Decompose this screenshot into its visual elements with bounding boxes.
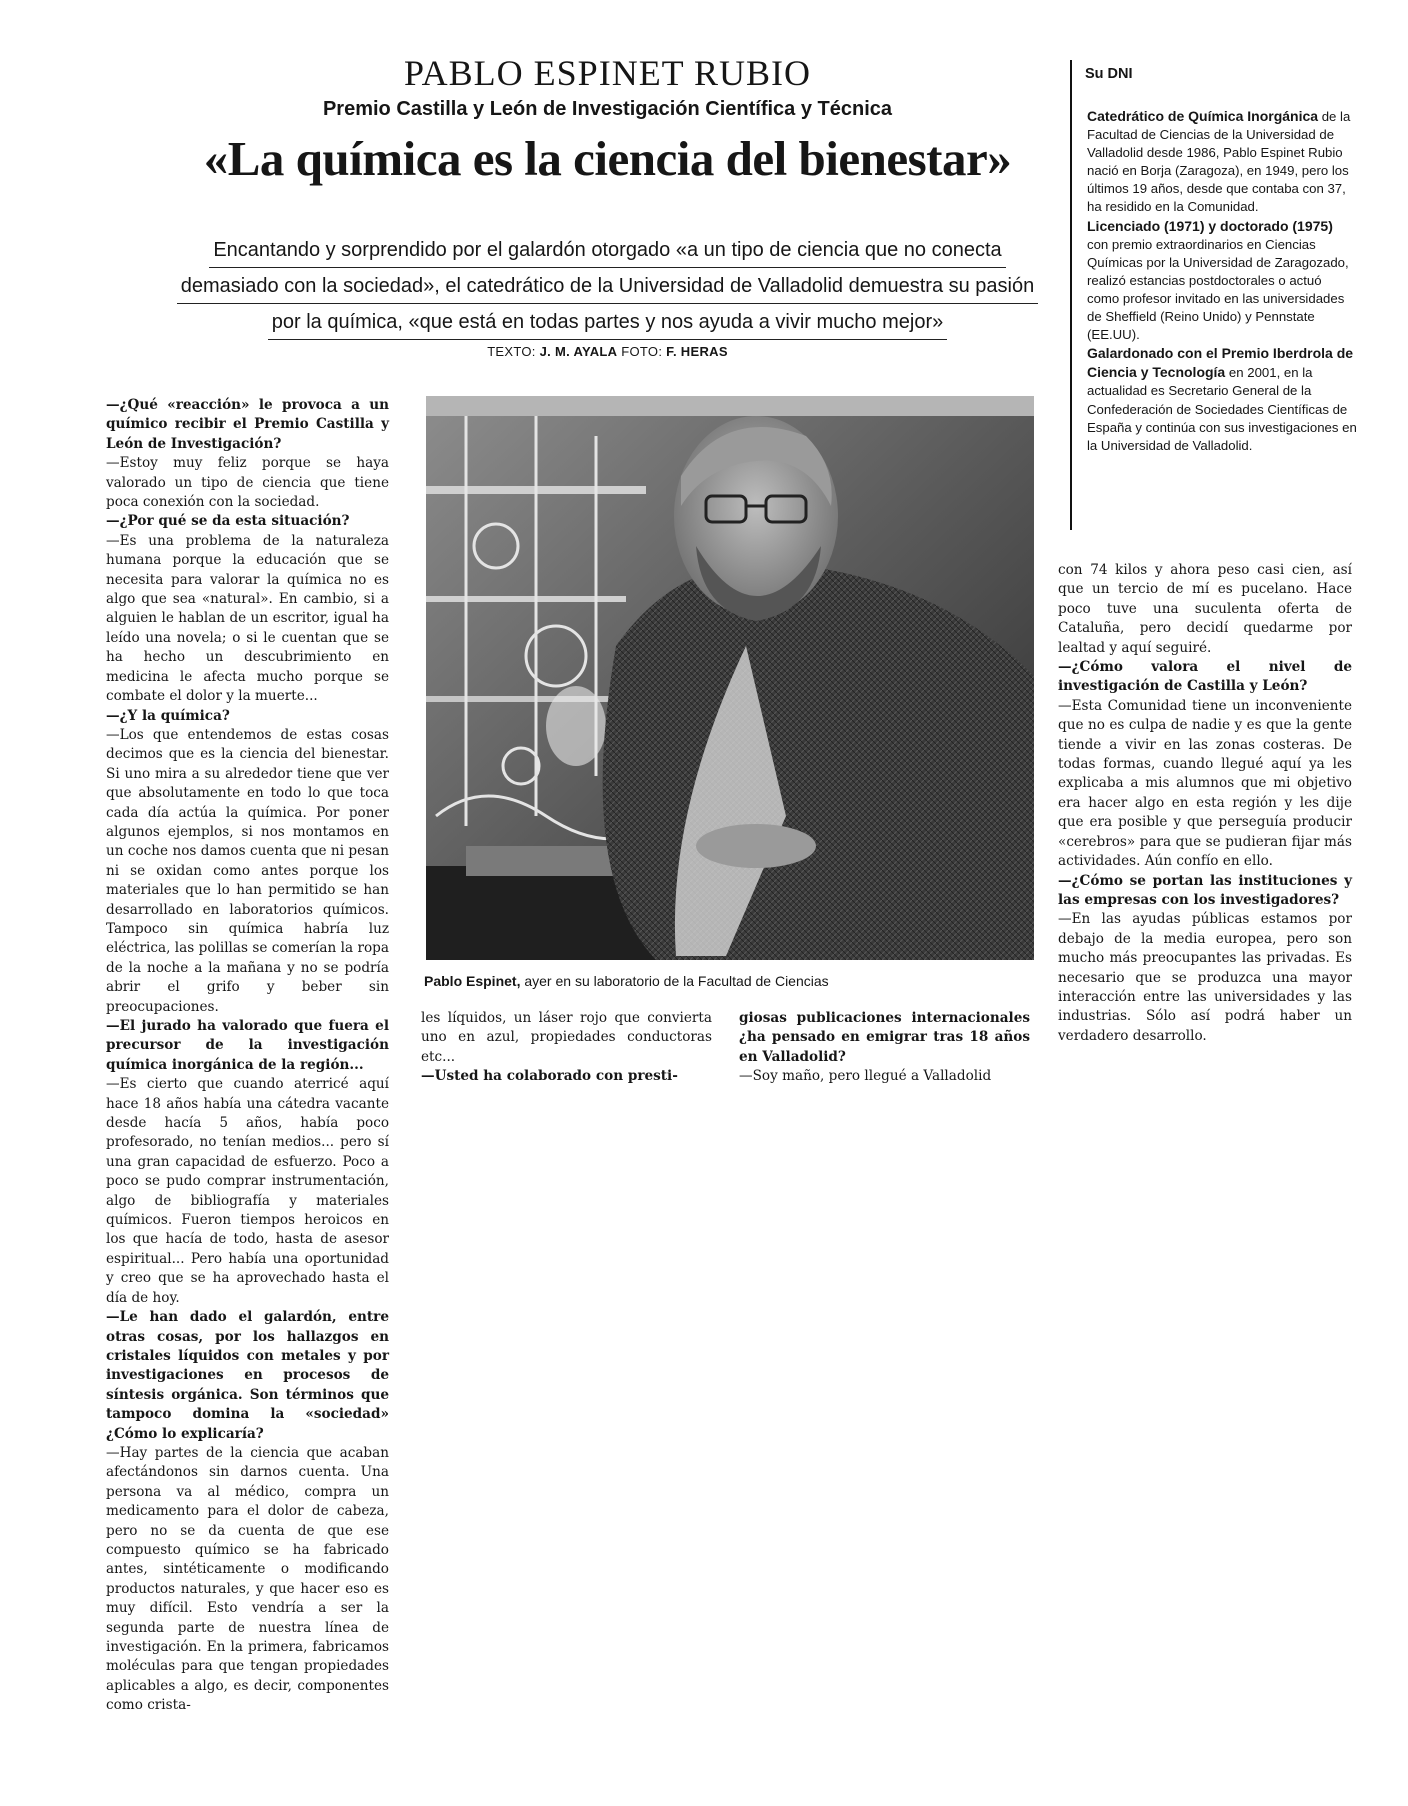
question: —¿Cómo valora el nivel de investigación de Castilla y León?: [1058, 659, 1352, 695]
sidebar-paragraph: [1087, 107, 1357, 217]
sidebar-rule: [1070, 60, 1072, 530]
article-column-4: [1058, 561, 1352, 1046]
intro-line: Encantando y sorprendido por el galardón otorgado «a un tipo de ciencia que no conecta: [209, 234, 1005, 268]
sidebar-lead: Catedrático de Química Inorgánica: [1087, 108, 1319, 124]
intro-line: demasiado con la sociedad», el catedrático de la Universidad de Valladolid demuestra su pasión: [177, 270, 1039, 304]
answer: les líquidos, un láser rojo que convierta uno en azul, propiedades conductoras etc...: [421, 1010, 712, 1065]
sidebar-label: Su DNI: [1085, 66, 1133, 82]
caption-text: ayer en su laboratorio de la Facultad de Ciencias: [520, 973, 829, 989]
answer: —Estoy muy feliz porque se haya valorado un tipo de ciencia que tiene poca conexión con la sociedad.: [106, 455, 389, 511]
sidebar-lead: Licenciado (1971) y doctorado (1975): [1087, 217, 1333, 234]
byline-text-author: J. M. AYALA: [539, 344, 618, 359]
sidebar-body: [1087, 107, 1357, 455]
sidebar-text: de la Facultad de Ciencias de la Universidad de Valladolid desde 1986, Pablo Espinet Rubio nació en Borja (Zaragoza), en 1949, pero los últimos 19 años, desde que contaba con 37, ha residido en la Comunidad.: [1087, 109, 1351, 215]
sidebar-text: en 2001, en la actualidad es Secretario General de la Confederación de Sociedades Científicas de España y continúa con sus investigaciones en la Universidad de Valladolid.: [1087, 365, 1357, 453]
byline-photo-label: FOTO:: [621, 344, 663, 359]
question: —¿Qué «reacción» le provoca a un químico recibir el Premio Castilla y León de Investigación?: [106, 397, 389, 452]
subkicker: Premio Castilla y León de Investigación Científica y Técnica: [322, 98, 893, 120]
byline-photo-author: F. HERAS: [666, 344, 728, 359]
question: —Le han dado el galardón, entre otras cosas, por los hallazgos en cristales líquidos con metales y por investigaciones en procesos de síntesis orgánica. Son términos que tampoco domina la «sociedad» ¿Cómo lo explicaría?: [106, 1309, 389, 1442]
photo-caption: [424, 973, 1034, 989]
byline: [150, 344, 1065, 359]
answer: —Esta Comunidad tiene un inconveniente que no es culpa de nadie y es que la gente tiende a vivir en las zonas costeras. De todas formas, cuando llegué aquí ya les explicaba a mis alumnos que mi objetivo era hacer algo en esta región y les dije que era posible y que perseguía producir «cerebros» para que se pudieran fijar más actividades. Aún confío en ello.: [1058, 697, 1352, 870]
article-column-1: [106, 396, 389, 1716]
answer: —Es cierto que cuando aterricé aquí hace 18 años había una cátedra vacante desde hacía 5 años, había poco profesorado, no tenían medios... pero sí una gran capacidad de esfuerzo. Poco a poco se pudo comprar instrumentación, algo de bibliografía y materiales químicos. Fueron tiempos heroicos en los que hacía de todo, hasta de asesor espiritual... Pero había una oportunidad y creo que se ha aprovechado hasta el día de hoy.: [106, 1076, 389, 1306]
question: —¿Y la química?: [106, 707, 230, 724]
answer: —Soy maño, pero llegué a Valladolid: [739, 1068, 992, 1085]
sidebar-paragraph: [1087, 217, 1357, 345]
answer: —En las ayudas públicas estamos por debajo de la media europea, pero son mucho más preocupantes las privadas. Es necesario que se produzca una mayor interacción entre las universidades y las industrias. Sólo así podrá haber un verdadero desarrollo.: [1058, 911, 1352, 1044]
article-column-2: [421, 1009, 712, 1087]
article-column-3: [739, 1009, 1030, 1087]
headline: «La química es la ciencia del bienestar»: [203, 131, 1012, 186]
portrait-photo-icon: [426, 396, 1034, 960]
sidebar-lead: Galardonado con el Premio Iberdrola de Ciencia y Tecnología: [1087, 345, 1354, 381]
question: —¿Cómo se portan las instituciones y las empresas con los investigadores?: [1058, 872, 1352, 908]
sidebar-text: con premio extraordinarios en Ciencias Químicas por la Universidad de Zaragozado, realizó estancias postdoctorales o actuó como profesor invitado en las universidades de Sheffield (Reino Unido) y Pennstate (EE.UU).: [1087, 236, 1349, 343]
answer: —Los que entendemos de estas cosas decimos que es la ciencia del bienestar. Si uno mira a su alrededor tiene que ver que absolutamente en todo lo que toca cada día actúa la química. Por poner algunos ejemplos, si nos montamos en un coche nos damos cuenta que ni pesan ni se oxidan como antes porque los materiales que lo han permitido se han desarrollado en laboratorios químicos. Tampoco sin química habría luz eléctrica, las polillas se comerían la ropa de la noche a la mañana y no se podría abrir el grifo y beber sin preocupaciones.: [106, 726, 389, 1015]
answer: —Hay partes de la ciencia que acaban afectándonos sin darnos cuenta. Una persona va al médico, compra un medicamento para el dolor de cabeza, pero no se da cuenta de que ese compuesto químico se ha fabricado antes, sintéticamente o modificando productos naturales, y que hacer eso es muy difícil. Esto vendría a ser la segunda parte de nuestra línea de investigación. En la primera, fabricamos moléculas para que tengan propiedades aplicables a algo, es decir, componentes como crista-: [106, 1444, 389, 1714]
intro-line: por la química, «que está en todas partes y nos ayuda a vivir mucho mejor»: [268, 306, 947, 340]
caption-name: Pablo Espinet,: [424, 973, 521, 989]
byline-text-label: TEXTO:: [487, 344, 536, 359]
lab-photo: [426, 396, 1034, 960]
intro-deck: [120, 232, 1095, 340]
answer: con 74 kilos y ahora peso casi cien, así que un tercio de mí es pucelano. Hace poco tuve una suculenta oferta de Cataluña, pero decidí quedarme por lealtad y aquí seguiré.: [1058, 562, 1352, 656]
question: giosas publicaciones internacionales ¿ha pensado en emigrar tras 18 años en Valladolid?: [739, 1010, 1030, 1065]
question: —¿Por qué se da esta situación?: [106, 513, 350, 530]
kicker: PABLO ESPINET RUBIO: [403, 53, 812, 93]
question: —Usted ha colaborado con presti-: [421, 1068, 678, 1085]
answer: —Es una problema de la naturaleza humana porque la educación que se necesita para valorar la química no es algo que sea «natural». En cambio, si a alguien le hablan de un escritor, igual ha leído una novela; o si le cuentan que se ha hecho un descubrimiento en medicina le afecta mucho porque se combate el dolor y la muerte...: [106, 532, 389, 705]
sidebar-paragraph: [1087, 344, 1357, 455]
question: —El jurado ha valorado que fuera el precursor de la investigación química inorgánica de la región...: [106, 1018, 389, 1073]
